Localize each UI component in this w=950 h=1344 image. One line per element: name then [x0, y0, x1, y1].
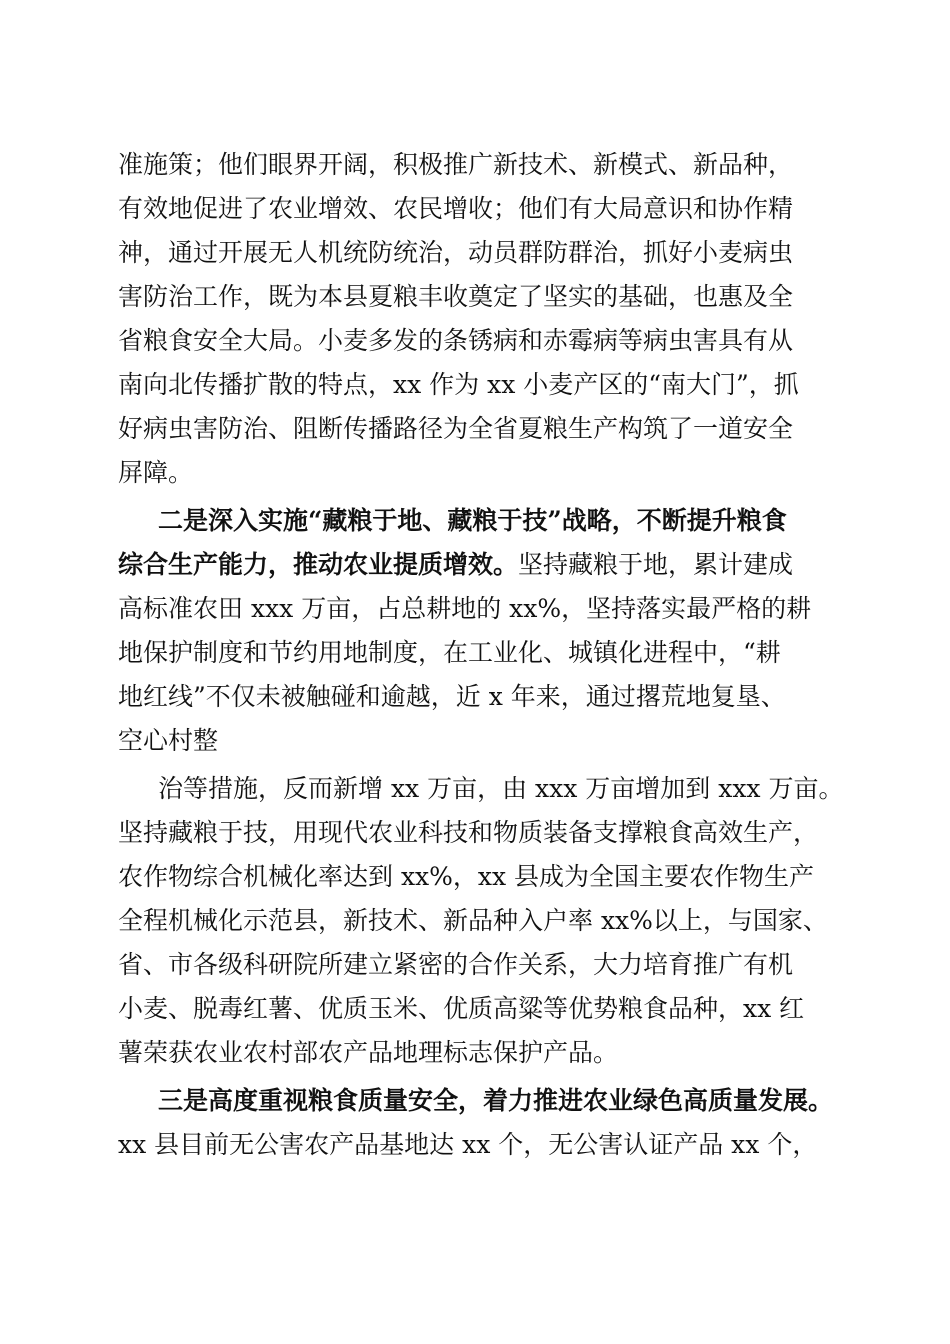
paragraph-heading: 二是深入实施“藏粮于地、藏粮于技”战略，不断提升粮食 [158, 506, 787, 535]
text-line: 害防治工作，既为本县夏粮丰收奠定了坚实的基础，也惠及全 [118, 282, 794, 311]
text-line: xx 县目前无公害农产品基地达 xx 个，无公害认证产品 xx 个， [118, 1130, 818, 1159]
text-line: 小麦、脱毒红薯、优质玉米、优质高粱等优势粮食品种，xx 红 [118, 994, 805, 1023]
text-line: 高标准农田 xxx 万亩，占总耕地的 xx%，坚持落实最严格的耕 [118, 594, 812, 623]
text-line: 农作物综合机械化率达到 xx%，xx 县成为全国主要农作物生产 [118, 862, 815, 891]
text-line: 南向北传播扩散的特点，xx 作为 xx 小麦产区的“南大门”，抓 [118, 370, 799, 399]
text-line: 全程机械化示范县，新技术、新品种入户率 xx%以上，与国家、 [118, 906, 828, 935]
text-line: 好病虫害防治、阻断传播路径为全省夏粮生产构筑了一道安全 [118, 414, 794, 443]
paragraph-heading: 三是高度重视粮食质量安全，着力推进农业绿色高质量发展。 [158, 1086, 834, 1115]
text-line: 地红线”不仅未被触碰和逾越，近 x 年来，通过撂荒地复垦、 [118, 682, 786, 711]
text-line: 屏障。 [118, 458, 194, 487]
text-line: 神，通过开展无人机统防统治，动员群防群治，抓好小麦病虫 [118, 238, 794, 267]
text-line: 省、市各级科研院所建立紧密的合作关系，大力培育推广有机 [118, 950, 794, 979]
paragraph-heading: 综合生产能力，推动农业提质增效。 [118, 550, 519, 579]
text-line: 薯荣获农业农村部农产品地理标志保护产品。 [118, 1038, 619, 1067]
text-line: 坚持藏粮于技，用现代农业科技和物质装备支撑粮食高效生产， [118, 818, 819, 847]
text-line: 空心村整 [118, 726, 219, 755]
text-line: 准施策；他们眼界开阔，积极推广新技术、新模式、新品种， [118, 150, 794, 179]
text-line: 地保护制度和节约用地制度，在工业化、城镇化进程中，“耕 [118, 638, 781, 667]
text-line [118, 550, 793, 580]
text-line: 有效地促进了农业增效、农民增收；他们有大局意识和协作精 [118, 194, 794, 223]
text-span: 坚持藏粮于地，累计建成 [518, 550, 794, 579]
text-line: 省粮食安全大局。小麦多发的条锈病和赤霉病等病虫害具有从 [118, 326, 794, 355]
text-line: 治等措施，反而新增 xx 万亩，由 xxx 万亩增加到 xxx 万亩。 [158, 774, 844, 803]
